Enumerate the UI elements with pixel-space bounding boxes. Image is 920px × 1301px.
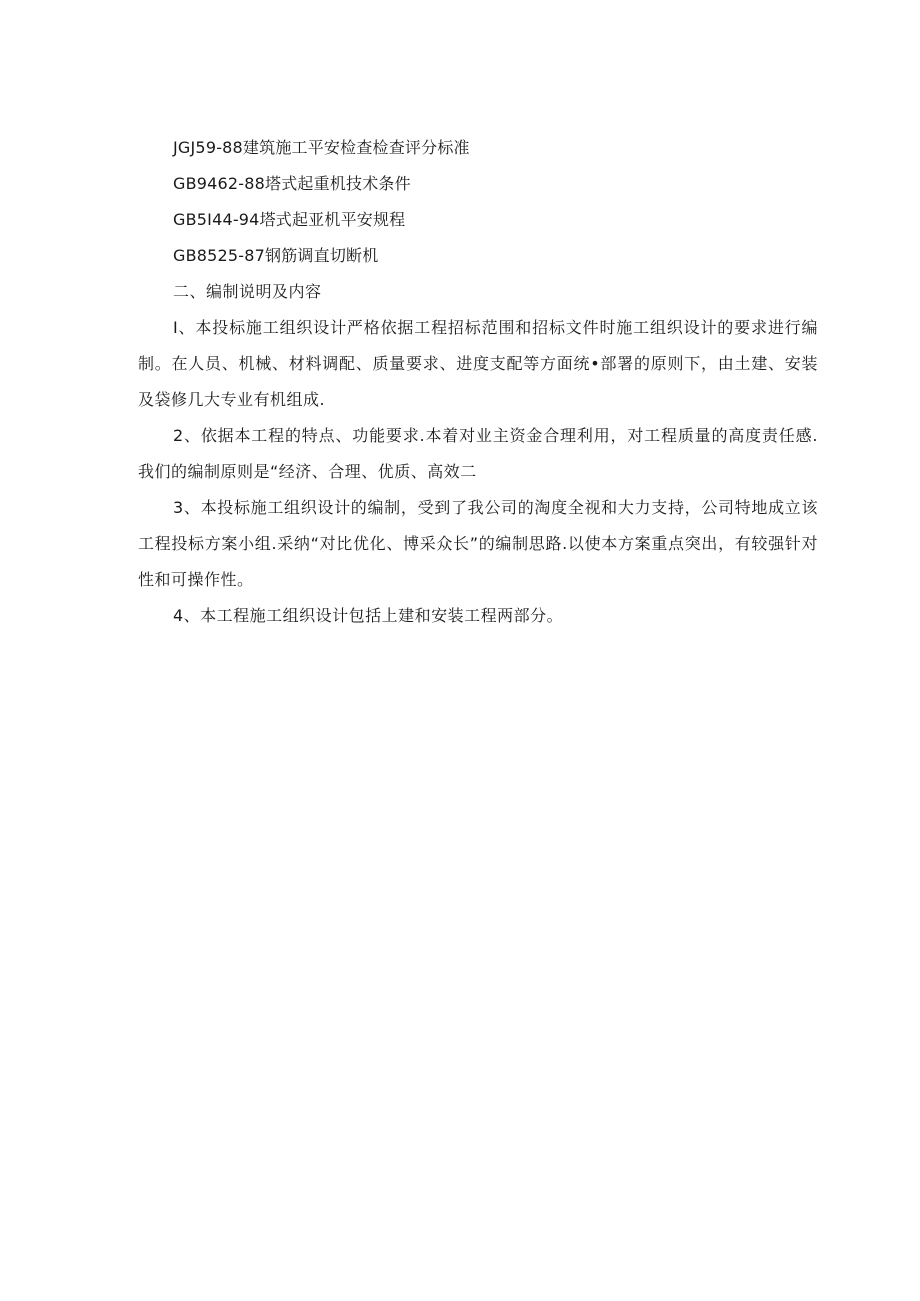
paragraph-3: 3、本投标施工组织设计的编制，受到了我公司的淘度全视和大力支持，公司特地成立该工程投标方案小组.采纳“对比优化、博采众长”的编制思路.以使本方案重点突出，有较强针对性和可操作性。 [138,498,818,589]
standard-item: GB5I44-94塔式起亚机平安规程 [173,210,406,229]
paragraph-1: I、本投标施工组织设计严格依据工程招标范围和招标文件时施工组织设计的要求进行编制。在人员、机械、材料调配、质量要求、进度支配等方面统•部署的原则下，由土建、安装及袋修几大专业有机组成. [138,318,818,409]
document-body [138,130,818,634]
section-heading: 二、编制说明及内容 [173,282,322,301]
standard-item: GB8525-87钢筋调直切断机 [173,246,379,265]
paragraph-4: 4、本工程施工组织设计包括上建和安装工程两部分。 [173,606,564,625]
standard-item: GB9462-88塔式起重机技术条件 [173,174,411,193]
paragraph-2: 2、依据本工程的特点、功能要求.本着对业主资金合理利用，对工程质量的高度责任感.我们的编制原则是“经济、合理、优质、高效二 [138,426,818,481]
standard-item: JGJ59-88建筑施工平安检查检查评分标准 [173,138,470,157]
